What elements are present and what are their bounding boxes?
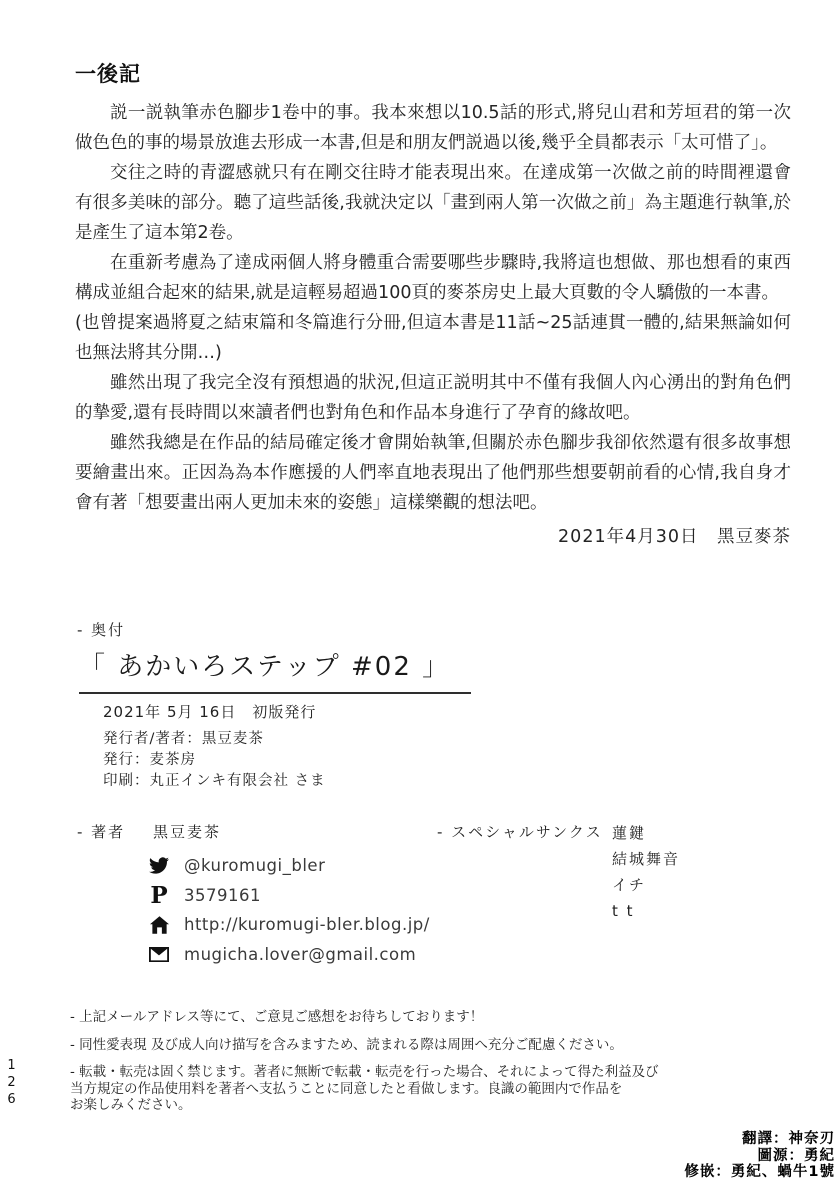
blog-row	[148, 910, 430, 940]
special-thanks-name: 結城舞音	[612, 850, 681, 868]
twitter-handle: @kuromugi_bler	[184, 856, 326, 876]
author-section-label: - 著者	[77, 823, 126, 841]
email-address: mugicha.lover@gmail.com	[184, 944, 417, 964]
special-thanks-name: イチ	[612, 876, 647, 894]
book-title: 「 あかいろステップ #02 」	[79, 646, 471, 694]
pixiv-row	[148, 881, 430, 911]
afterword-paragraph: 雖然我總是在作品的結局確定後才會開始執筆,但關於赤色腳步我卻依然還有很多故事想要繪畫出來。正因為為本作應援的人們率直地表現出了他們那些想要朝前看的心情,我自身才會有著「想要畫出兩人更加未來的姿態」這樣樂觀的想法吧。	[75, 433, 791, 513]
page-number: 126	[4, 1058, 19, 1109]
afterword-paragraph: 交往之時的青澀感就只有在剛交往時才能表現出來。在達成第一次做之前的時間裡還會有很多美味的部分。聽了這些話後,我就決定以「畫到兩人第一次做之前」為主題進行執筆,於是產生了這本第2卷。	[75, 163, 791, 243]
publisher-author-line: 発行者/著者：黒豆麦茶	[103, 731, 264, 747]
colophon-section-label: - 奥付	[77, 621, 126, 639]
note-content-warning: - 同性愛表現 及び成人向け描写を含みますため、読まれる際は周囲へ充分ご配慮ください。	[70, 1036, 623, 1053]
email-row	[148, 940, 430, 970]
publisher-line: 発行：麦茶房	[103, 752, 196, 768]
translation-credits	[684, 1131, 835, 1181]
publication-details	[103, 729, 326, 792]
note-feedback: - 上記メールアドレス等にて、ご意見ご感想をお待ちしております！	[70, 1009, 484, 1025]
mail-icon	[148, 944, 170, 964]
credit-source: 圖源：勇紀	[757, 1147, 835, 1164]
blog-url: http://kuromugi-bler.blog.jp/	[184, 915, 430, 935]
disclaimer-notes	[70, 1010, 690, 1115]
printer-line: 印刷：丸正インキ有限会社 さま	[103, 773, 326, 789]
afterword-section	[75, 58, 791, 518]
home-icon	[148, 915, 170, 935]
afterword-paragraph: 在重新考慮為了達成兩個人將身體重合需要哪些步驟時,我將這也想做、那也想看的東西構成並組合起來的結果,就是這輕易超過100頁的麥茶房史上最大頁數的令人驕傲的一本書。	[75, 253, 791, 303]
edition-line: 2021年 5月 16日 初版発行	[103, 703, 317, 721]
note-no-reupload-end: お楽しみください。	[70, 1097, 192, 1113]
note-no-reupload-cont: 当方規定の作品使用料を著者へ支払うことに同意したと看做します。良識の範囲内で作品を	[70, 1080, 623, 1097]
special-thanks-names	[612, 820, 680, 924]
special-thanks-name: 蓮鍵	[612, 824, 647, 842]
afterword-heading: 一後記	[75, 62, 141, 86]
afterword-paragraph: 雖然出現了我完全沒有預想過的狀況,但這正説明其中不僅有我個人內心湧出的對角色們的摯愛,還有長時間以來讀者們也對角色和作品本身進行了孕育的緣故吧。	[75, 373, 791, 423]
author-contact-list	[148, 851, 430, 969]
author-name: 黒豆麦茶	[153, 823, 222, 841]
afterword-paragraph: 説一説執筆赤色腳步1卷中的事。我本來想以10.5話的形式,將兒山君和芳垣君的第一次做色色的事的場景放進去形成一本書,但是和朋友們説過以後,幾乎全員都表示「太可惜了」。	[75, 103, 791, 153]
twitter-row	[148, 851, 430, 881]
pixiv-id: 3579161	[184, 885, 261, 905]
note-no-reupload: - 転載・転売は固く禁じます。著者に無断で転載・転売を行った場合、それによって得た利益及び	[70, 1064, 659, 1080]
special-thanks-label: - スペシャルサンクス	[437, 823, 603, 841]
special-thanks-name: t t	[612, 902, 635, 920]
pixiv-icon: P	[150, 881, 168, 909]
afterword-paragraph-parenthetical: (也曾提案過將夏之結束篇和冬篇進行分冊,但這本書是11話~25話連貫一體的,結果無論如何也無法將其分開…)	[75, 313, 791, 363]
date-signature: 2021年4月30日 黑豆麥茶	[558, 527, 791, 547]
credit-editing: 修嵌：勇紀、蝸牛1號	[684, 1164, 835, 1180]
credit-translator: 翻譯：神奈刃	[742, 1131, 835, 1147]
twitter-icon	[148, 856, 170, 876]
